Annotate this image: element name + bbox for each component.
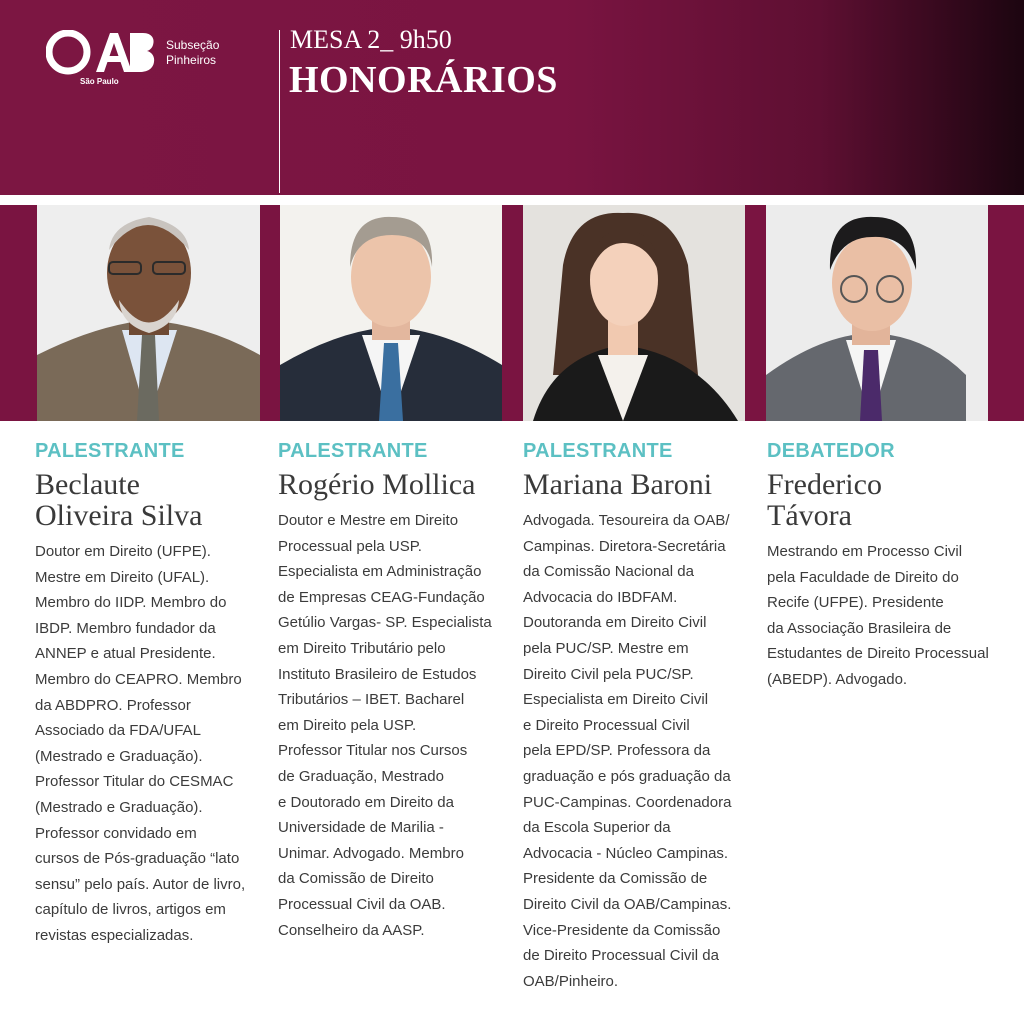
speaker-role: PALESTRANTE: [523, 440, 673, 462]
header-divider: [279, 30, 280, 193]
speaker-role: DEBATEDOR: [767, 440, 895, 462]
speaker-card: [278, 440, 518, 943]
oab-logo-mark: [46, 30, 156, 76]
subsection-label: Subseção Pinheiros: [166, 38, 220, 67]
speaker-name: Frederico Távora: [767, 468, 882, 532]
speaker-name: Beclaute Oliveira Silva: [35, 468, 203, 532]
speaker-bio: Doutor e Mestre em Direito Processual pela USP. Especialista em Administração de Empresas CEAG-Fundação Getúlio Vargas- SP. Especialista em Direito Tributário pelo Instituto Brasileiro de Estudos Tributários – IBET. Bacharel em Direito pela USP. Professor Titular nos Cursos de Graduação, Mestrado e Doutorado em Direito da Universidade de Marilia - Unimar. Advogado. Membro da Comissão de Direito Processual Civil da OAB. Conselheiro da AASP.: [278, 512, 492, 939]
speaker-bio: Doutor em Direito (UFPE). Mestre em Direito (UFAL). Membro do IIDP. Membro do IBDP. Membro fundador da ANNEP e atual Presidente. Membro do CEAPRO. Membro da ABDPRO. Professor Associado da FDA/UFAL (Mestrado e Graduação). Professor Titular do CESMAC (Mestrado e Graduação). Professor convidado em cursos de Pós-graduação “lato sensu” pelo país. Autor de livro, capítulo de livros, artigos em revistas especializadas.: [35, 543, 246, 944]
speaker-photo-mariana: [523, 205, 745, 421]
speaker-bio: Advogada. Tesoureira da OAB/ Campinas. Diretora-Secretária da Comissão Nacional da Advocacia do IBDFAM. Doutoranda em Direito Civil pela PUC/SP. Mestre em Direito Civil pela PUC/SP. Especialista em Direito Civil e Direito Processual Civil pela EPD/SP. Professora da graduação e pós graduação da PUC-Campinas. Coordenadora da Escola Superior da Advocacia - Núcleo Campinas. Presidente da Comissão de Direito Civil da OAB/Campinas. Vice-Presidente da Comissão de Direito Processual Civil da OAB/Pinheiro.: [523, 512, 732, 990]
city-label: São Paulo: [80, 77, 119, 86]
speaker-name: Rogério Mollica: [278, 468, 476, 501]
oab-logo: [46, 30, 246, 90]
speaker-role: PALESTRANTE: [35, 440, 185, 462]
speaker-name: Mariana Baroni: [523, 468, 713, 501]
speaker-photo-beclaute: [37, 205, 260, 421]
page-title: HONORÁRIOS: [289, 59, 558, 101]
speaker-card: [523, 440, 763, 994]
header-banner: [0, 0, 1024, 195]
speaker-photo-rogerio: [280, 205, 502, 421]
session-time: MESA 2_ 9h50: [290, 25, 452, 54]
speaker-card: [767, 440, 1007, 693]
speaker-bio: Mestrando em Processo Civil pela Faculdade de Direito do Recife (UFPE). Presidente da Associação Brasileira de Estudantes de Direito Processual (ABEDP). Advogado.: [767, 543, 989, 688]
speaker-photo-frederico: [766, 205, 988, 421]
speaker-card: [35, 440, 270, 949]
speaker-role: PALESTRANTE: [278, 440, 428, 462]
